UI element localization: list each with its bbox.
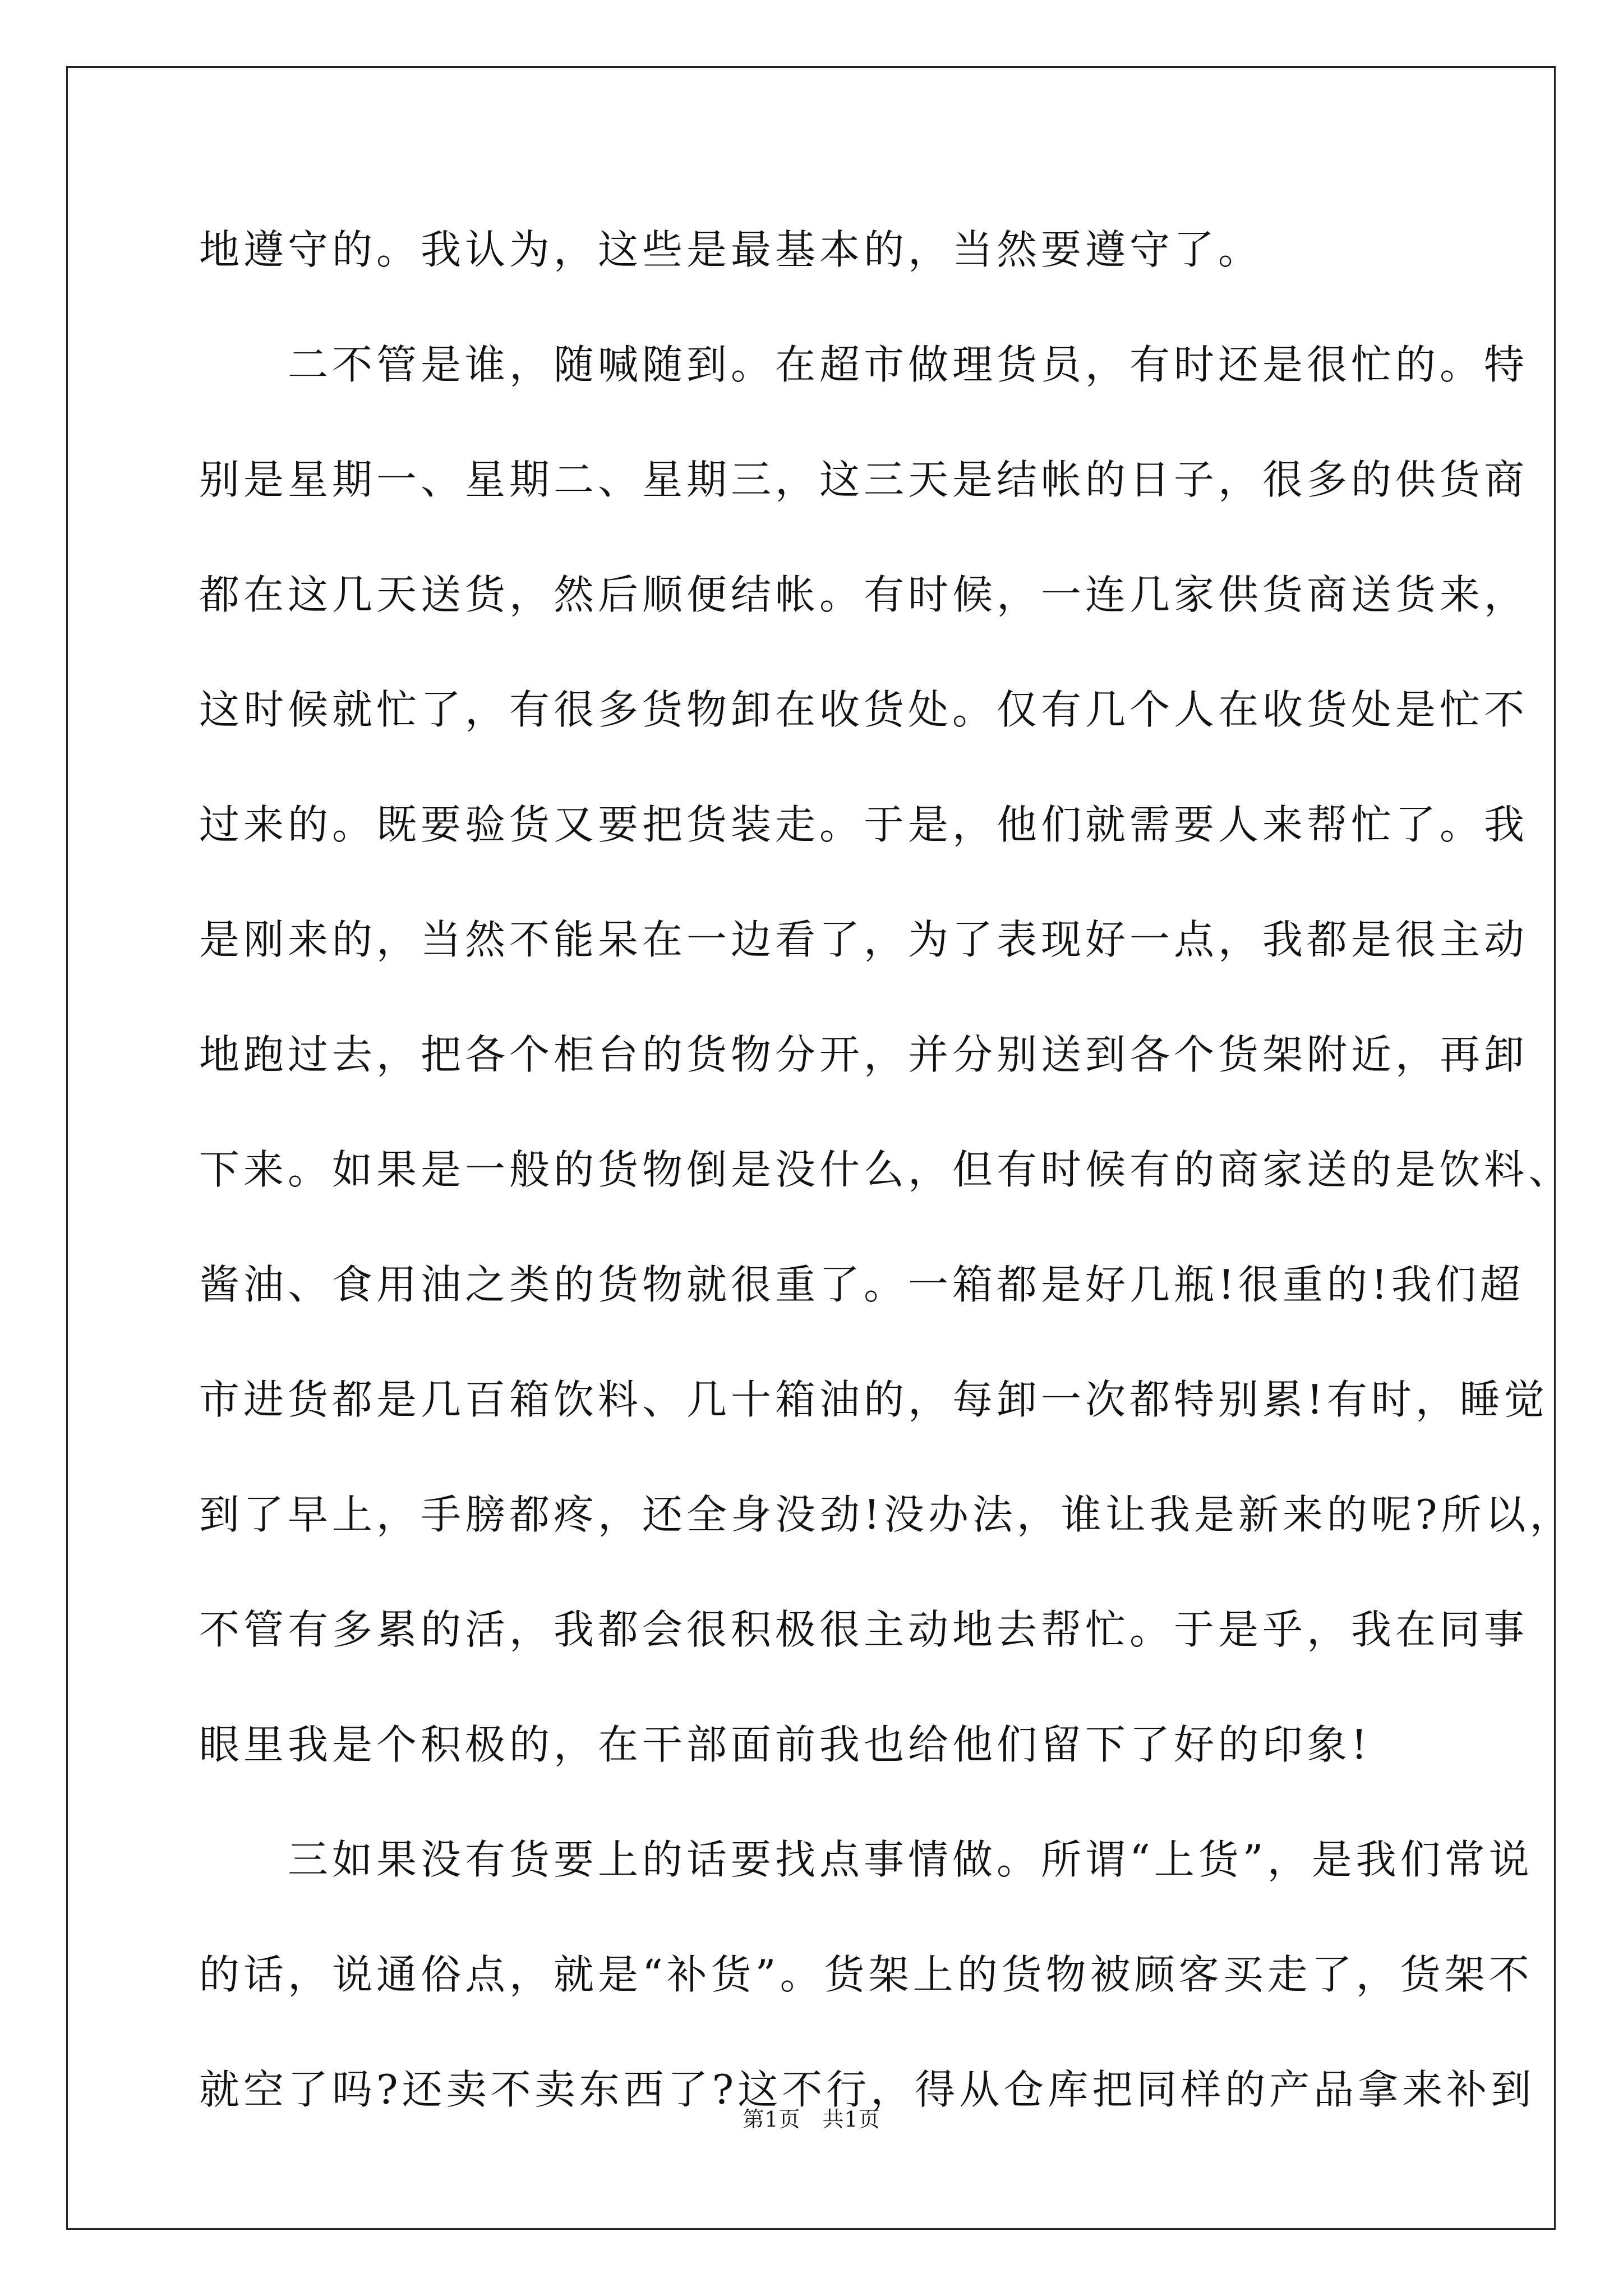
text-line: 不管有多累的活，我都会很积极很主动地去帮忙。于是乎，我在同事 — [199, 1606, 1529, 1653]
page-number-footer: 第1页 共1页 — [743, 2107, 880, 2132]
text-line: 三如果没有货要上的话要找点事情做。所谓“上货”，是我们常说 — [199, 1836, 1533, 1883]
text-line: 的话，说通俗点，就是“补货”。货架上的货物被顾客买走了，货架不 — [199, 1951, 1533, 1998]
text-line: 地跑过去，把各个柜台的货物分开，并分别送到各个货架附近，再卸 — [199, 1031, 1529, 1078]
text-line: 是刚来的，当然不能呆在一边看了，为了表现好一点，我都是很主动 — [199, 916, 1529, 963]
text-line: 过来的。既要验货又要把货装走。于是，他们就需要人来帮忙了。我 — [199, 801, 1529, 848]
text-line: 眼里我是个积极的，在干部面前我也给他们留下了好的印象! — [199, 1721, 1371, 1768]
text-line: 下来。如果是一般的货物倒是没什么，但有时候有的商家送的是饮料、 — [199, 1146, 1573, 1193]
text-line: 这时候就忙了，有很多货物卸在收货处。仅有几个人在收货处是忙不 — [199, 686, 1529, 733]
text-line: 到了早上，手膀都疼，还全身没劲!没办法，谁让我是新来的呢?所以， — [199, 1491, 1574, 1538]
text-line: 地遵守的。我认为，这些是最基本的，当然要遵守了。 — [199, 226, 1263, 273]
text-line: 就空了吗?还卖不卖东西了?这不行，得从仓库把同样的产品拿来补到 — [199, 2066, 1536, 2113]
text-line: 二不管是谁，随喊随到。在超市做理货员，有时还是很忙的。特 — [199, 341, 1529, 388]
text-line: 市进货都是几百箱饮料、几十箱油的，每卸一次都特别累!有时，睡觉 — [199, 1376, 1548, 1423]
text-line: 酱油、食用油之类的货物就很重了。一箱都是好几瓶!很重的!我们超 — [199, 1261, 1524, 1308]
text-line: 都在这几天送货，然后顺便结帐。有时候，一连几家供货商送货来， — [199, 571, 1529, 618]
text-line: 别是星期一、星期二、星期三，这三天是结帐的日子，很多的供货商 — [199, 456, 1529, 503]
